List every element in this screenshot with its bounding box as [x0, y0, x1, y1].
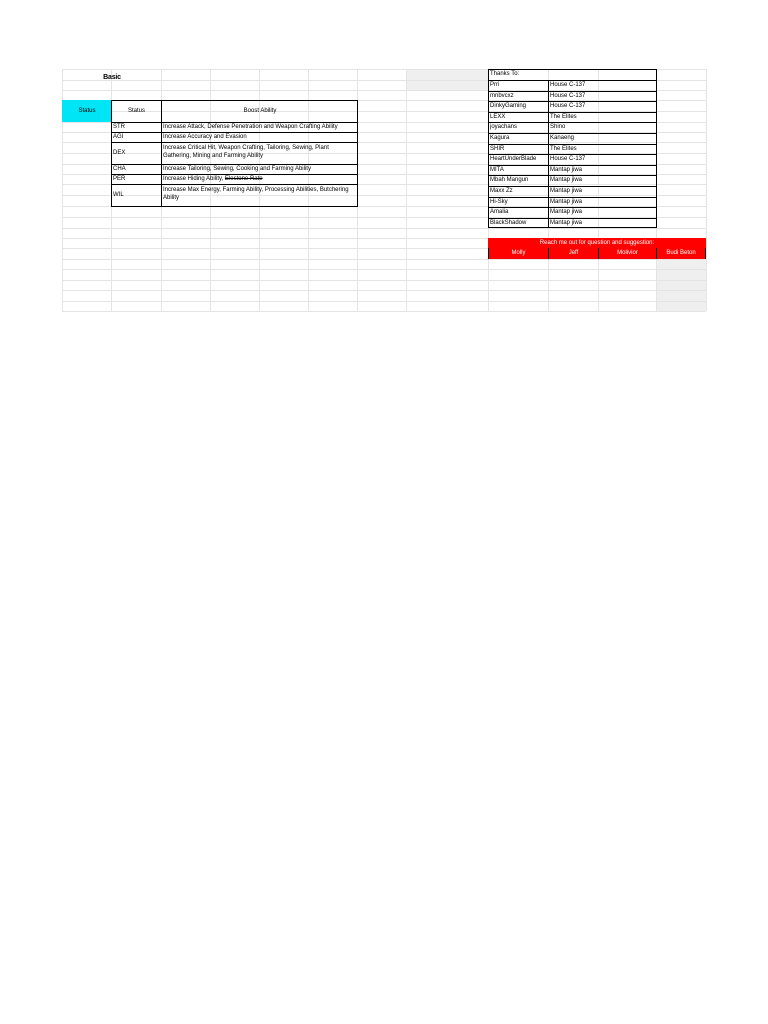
contact-name: Molly	[489, 248, 548, 259]
thanks-name: Kagura	[490, 135, 510, 141]
sheet-gridline-horizontal	[62, 269, 706, 270]
thanks-name: LEXX	[490, 113, 506, 120]
thanks-name: Hi-Sky	[490, 198, 508, 205]
thanks-group: Mantap jiwa	[550, 188, 583, 194]
thanks-group: House C-137	[550, 103, 586, 110]
contact-name: Jeff	[549, 248, 598, 259]
thanks-name: DinkyGaming	[490, 103, 527, 110]
thanks-group: Mantap jiwa	[550, 219, 583, 226]
stat-boost	[163, 174, 357, 184]
status-highlight-header: Status	[62, 100, 112, 122]
stat-name: PER	[113, 176, 126, 182]
stat-name: DEX	[113, 150, 126, 156]
stat-boost: Increase Tailoring, Sewing, Cooking and Farming Ability	[163, 166, 311, 172]
thanks-name: joyachans	[490, 124, 518, 131]
thanks-group: The Elites	[550, 113, 577, 120]
stat-boost: Increase Max Energy, Farming Ability, Processing Abilities, Butchering Ability	[163, 187, 349, 201]
thanks-group: Kanaeng	[550, 135, 575, 141]
thanks-group: House C-137	[550, 156, 586, 163]
thanks-group: Shino	[550, 124, 566, 131]
stat-boost: Increase Critical Hit, Weapon Crafting, Tailoring, Sewing, Plant Gathering, Mining and Farming Ability	[163, 145, 329, 159]
stat-name: STR	[113, 124, 125, 130]
contact-header: Reach me out for question and suggestion:	[488, 238, 706, 248]
thanks-group: Mantap jiwa	[550, 166, 583, 173]
stat-name: AGI	[113, 134, 124, 140]
sheet-gridline-horizontal	[62, 280, 706, 281]
sheet-gridline-vertical	[706, 69, 707, 311]
thanks-name: Mbah Mangun	[490, 177, 529, 184]
thanks-name: mnbvcxz	[490, 92, 514, 99]
thanks-name: SHIR	[490, 145, 505, 152]
thanks-group: Mantap jiwa	[550, 198, 583, 205]
thanks-header: Thanks To:	[490, 71, 520, 77]
thanks-name: Prri	[490, 82, 500, 88]
stat-boost: Increase Accuracy and Evasion	[163, 134, 247, 140]
thanks-name: BlackShadow	[490, 219, 527, 226]
thanks-group: Mantap jiwa	[550, 209, 583, 216]
thanks-name: Amalia	[490, 209, 509, 216]
thanks-name: Maxx Zz	[490, 188, 513, 194]
stat-name: CHA	[113, 166, 126, 172]
contact-name: Molivior	[599, 248, 656, 259]
thanks-group: The Elites	[550, 145, 577, 152]
sheet-gridline-horizontal	[62, 311, 706, 312]
thanks-group: House C-137	[550, 92, 586, 99]
contact-name: Budi Beton	[657, 248, 705, 259]
sheet-gridline-horizontal	[62, 259, 706, 260]
thanks-name: HeartUnderBlade	[490, 156, 537, 163]
thanks-group: House C-137	[550, 82, 586, 88]
shaded-column-bottom	[656, 259, 706, 311]
thanks-group: Mantap jiwa	[550, 177, 583, 184]
stat-boost: Increase Attack, Defense Penetration and Weapon Crafting Ability	[163, 124, 338, 130]
status-column-header: Status	[127, 108, 145, 114]
sheet-gridline-vertical	[406, 69, 407, 311]
sheet-title: Basic	[103, 74, 121, 81]
sheet-gridline-horizontal	[62, 290, 706, 291]
thanks-name: MITA	[490, 166, 504, 173]
sheet-gridline-horizontal	[62, 301, 706, 302]
stat-boost-text: Increase Hiding Ability,	[163, 176, 225, 182]
stat-boost-struck-text: Elestone Rate	[224, 176, 263, 182]
boost-column-header: Boost Ability	[243, 108, 277, 114]
stat-name: WIL	[113, 192, 124, 198]
